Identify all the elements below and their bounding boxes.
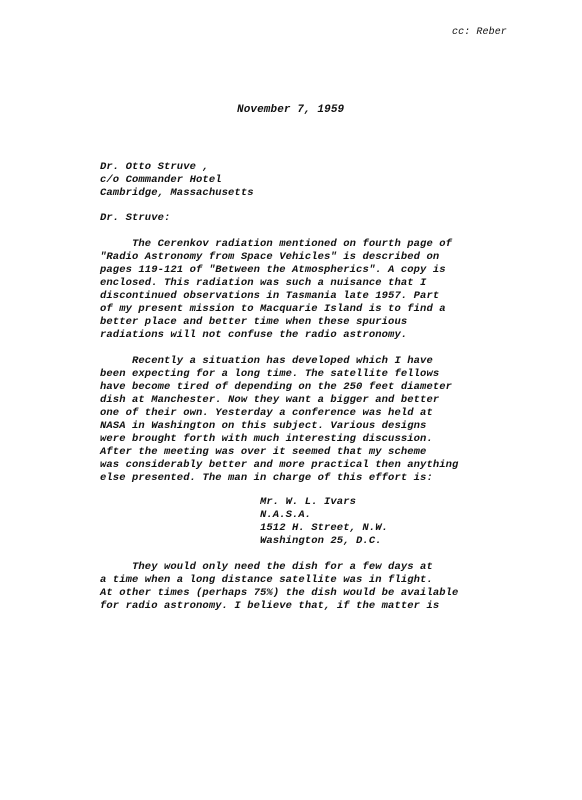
contact-line-3: 1512 H. Street, N.W. [260, 522, 389, 534]
paragraph-3-line: At other times (perhaps 75%) the dish would be available [100, 587, 459, 599]
paragraph-2-line: Recently a situation has developed which I have [100, 355, 433, 367]
paragraph-3-line: They would only need the dish for a few days at [100, 561, 433, 573]
salutation: Dr. Struve: [100, 212, 171, 224]
paragraph-2-line: were brought forth with much interesting discussion. [100, 433, 433, 445]
address-line-2: c/o Commander Hotel [100, 174, 222, 186]
paragraph-1-line: better place and better time when these spurious [100, 316, 408, 328]
cc-line: cc: Reber [452, 27, 507, 38]
address-line-1: Dr. Otto Struve , [100, 161, 209, 173]
paragraph-1-line: discontinued observations in Tasmania late 1957. Part [100, 290, 440, 302]
paragraph-3-line: for radio astronomy. I believe that, if the matter is [100, 600, 440, 612]
contact-line-4: Washington 25, D.C. [260, 535, 382, 547]
paragraph-1-line: The Cerenkov radiation mentioned on fourth page of [100, 238, 453, 250]
paragraph-2-line: NASA in Washington on this subject. Various designs [100, 420, 427, 432]
paragraph-2-line: dish at Manchester. Now they want a bigger and better [100, 394, 440, 406]
address-line-3: Cambridge, Massachusetts [100, 187, 254, 199]
paragraph-2-line: have become tired of depending on the 250 feet diameter [100, 381, 453, 393]
paragraph-1-line: pages 119-121 of "Between the Atmospherics". A copy is [100, 264, 446, 276]
paragraph-1-line: of my present mission to Macquarie Island is to find a [100, 303, 446, 315]
paragraph-2-line: one of their own. Yesterday a conference was held at [100, 407, 433, 419]
paragraph-3-line: a time when a long distance satellite was in flight. [100, 574, 433, 586]
paragraph-2-line: After the meeting was over it seemed that my scheme [100, 446, 427, 458]
letter-date: November 7, 1959 [237, 104, 345, 116]
paragraph-1-line: radiations will not confuse the radio astronomy. [100, 329, 408, 341]
paragraph-2-line: else presented. The man in charge of this effort is: [100, 472, 433, 484]
paragraph-1-line: enclosed. This radiation was such a nuisance that I [100, 277, 427, 289]
paragraph-1-line: "Radio Astronomy from Space Vehicles" is described on [100, 251, 440, 263]
contact-line-2: N.A.S.A. [260, 509, 312, 521]
paragraph-2-line: was considerably better and more practical then anything [100, 459, 459, 471]
contact-line-1: Mr. W. L. Ivars [260, 496, 357, 508]
paragraph-2-line: been expecting for a long time. The satellite fellows [100, 368, 440, 380]
